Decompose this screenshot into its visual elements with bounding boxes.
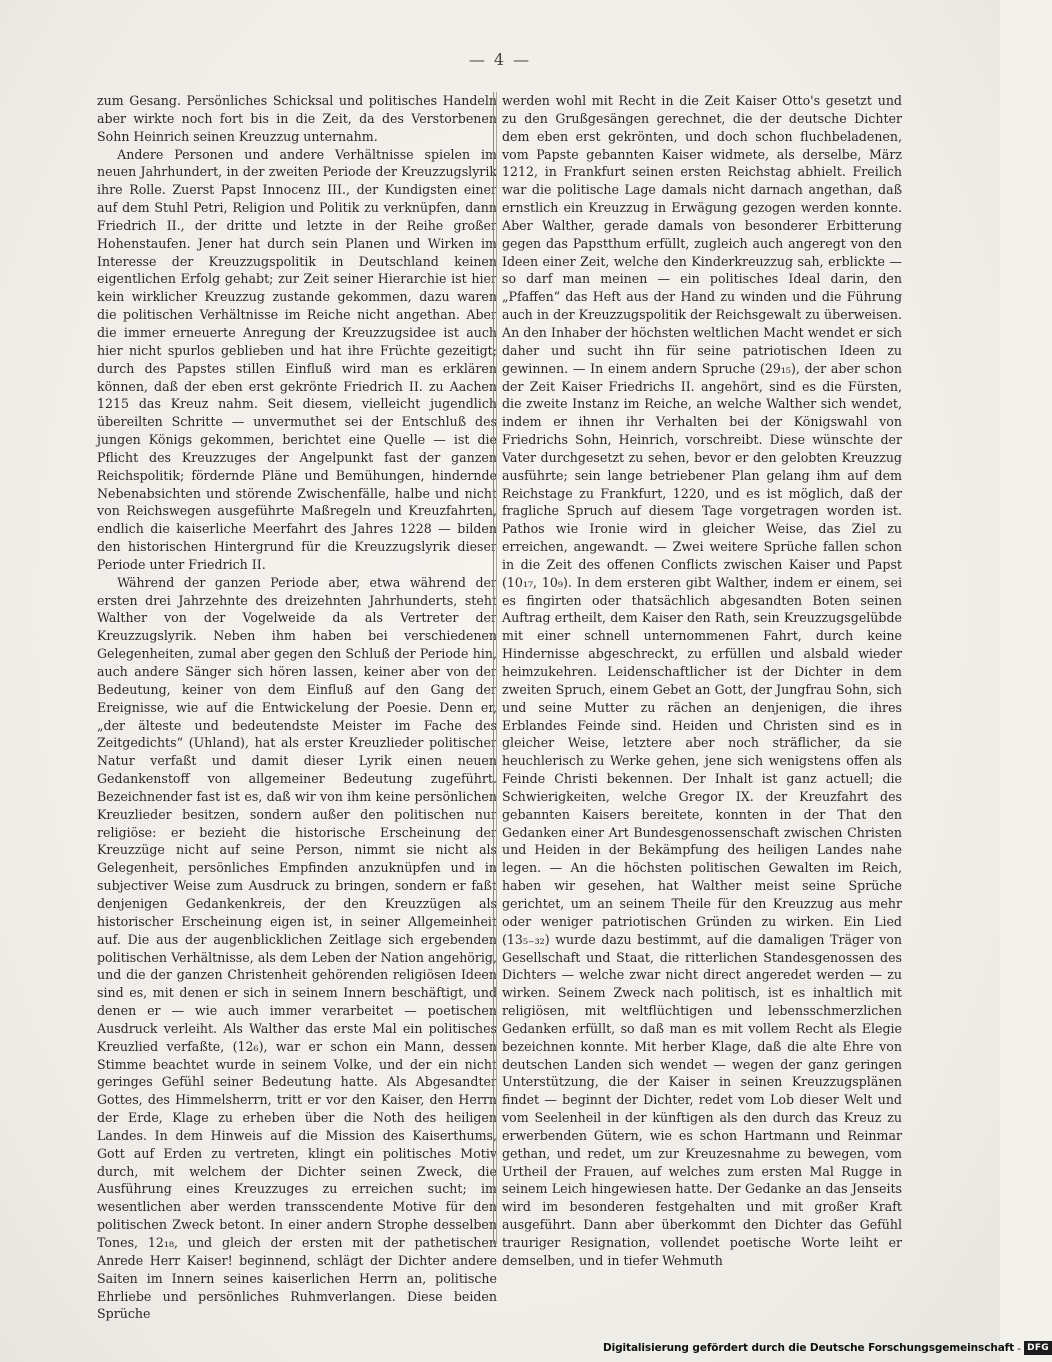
left-column (97, 92, 497, 1323)
digitization-footer (603, 1339, 1049, 1357)
dfg-logo: DFG (1024, 1341, 1052, 1355)
paragraph: zum Gesang. Persönliches Schicksal und politisches Handeln aber wirkte noch fort bis in die Zeit, da des Verstorbenen Sohn Heinrich seinen Kreuzzug unternahm. (97, 93, 497, 144)
paragraph: Andere Personen und andere Verhältnisse spielen im neuen Jahrhundert, in der zweiten Periode der Kreuzzugslyrik ihre Rolle. Zuerst Papst Innocenz III., der Kundigsten einer auf dem Stuhl Petri, Religion und Politik zu verknüpfen, dann Friedrich II., der dritte und letzte in der Reihe großer Hohenstaufen. Jener hat durch sein Planen und Wirken im Interesse der Kreuzzugspolitik in Deutschland keinen eigentlichen Erfolg gehabt; zur Zeit seiner Hierarchie ist hier kein wirklicher Kreuzzug zustande gekommen, dazu waren die politischen Verhältnisse im Reiche nicht angethan. Aber die immer erneuerte Anregung der Kreuzzugsidee ist auch hier nicht spurlos geblieben und hat ihre Früchte gezeitigt; durch des Papstes stillen Einfluß wird man es erklären können, daß der eben erst gekrönte Friedrich II. zu Aachen 1215 das Kreuz nahm. Seit diesem, vielleicht jugendlich übereilten Schritte — unvermuthet sei der Entschluß des jungen Königs gekommen, berichtet eine Quelle — ist die Pflicht des Kreuzzuges der Angelpunkt fast der ganzen Reichspolitik; fördernde Pläne und Bemühungen, hindernde Nebenabsichten und störende Zwischenfälle, halbe und nicht von Reichswegen ausgeführte Maßregeln und Kreuzfahrten, endlich die kaiserliche Meerfahrt des Jahres 1228 — bilden den historischen Hintergrund für die Kreuzzugslyrik dieser Periode unter Friedrich II. (97, 146, 497, 572)
paragraph: werden wohl mit Recht in die Zeit Kaiser Otto's gesetzt und zu den Grußgesängen gerechnet, die der deutsche Dichter dem eben erst gekrönten, und doch schon fluchbeladenen, vom Papste gebannten Kaiser widmete, als derselbe, März 1212, in Frankfurt seinen ersten Reichstag abhielt. Freilich war die politische Lage damals nicht darnach angethan, daß ernstlich ein Kreuzzug in Erwägung gezogen werden konnte. Aber Walther, gerade damals von besonderer Erbitterung gegen das Papstthum erfüllt, zugleich auch angeregt von den Ideen einer Zeit, welche den Kinderkreuzzug sah, erblickte — so darf man meinen — ein politisches Ideal darin, den „Pfaffen“ das Heft aus der Hand zu winden und die Führung auch in der Kreuzzugspolitik der Reichsgewalt zu überweisen. An den Inhaber der höchsten weltlichen Macht wendet er sich daher und sucht ihn für seine patriotischen Ideen zu gewinnen. — In einem andern Spruche (29₁₅), der aber schon der Zeit Kaiser Friedrichs II. angehört, sind es die Fürsten, die zweite Instanz im Reiche, an welche Walther sich wendet, indem er ihnen ihr Verhalten bei der Königswahl von Friedrichs Sohn, Heinrich, vorschreibt. Diese wünschte der Vater durchgesetzt zu sehen, bevor er den gelobten Kreuzzug ausführte; sein lange betriebener Plan gelang ihm auf dem Reichstage zu Frankfurt, 1220, und es ist möglich, daß der fragliche Spruch auf diesem Tage vorgetragen worden ist. Pathos wie Ironie wird in gleicher Weise, das Ziel zu erreichen, angewandt. — Zwei weitere Sprüche fallen schon in die Zeit des offenen Conflicts zwischen Kaiser und Papst (10₁₇, 10₉). In dem ersteren gibt Walther, indem er einem, sei es fingirten oder thatsächlich abgesandten Boten seinen Auftrag ertheilt, dem Kaiser den Rath, sein Kreuzzugsgelübde mit einer schnell unternommenen Fahrt, durch keine Hindernisse abgeschreckt, zu erfüllen und alsbald wieder heimzukehren. Leidenschaftlicher ist der Dichter in dem zweiten Spruch, einem Gebet an Gott, der Jungfrau Sohn, sich und seine Mutter zu rächen an denjenigen, die ihres Erblandes Feinde sind. Heiden und Christen sind es in gleicher Weise, letztere aber noch sträflicher, da sie heuchlerisch zu Werke gehen, jene sich wenigstens offen als Feinde Christi bekennen. Der Inhalt ist ganz actuell; die Schwierigkeiten, welche Gregor IX. der Kreuzfahrt des gebannten Kaisers bereitete, konnten in der That den Gedanken einer Art Bundesgenossenschaft zwischen Christen und Heiden in der Bekämpfung des heiligen Landes nahe legen. — An die höchsten politischen Gewalten im Reich, haben wir gesehen, hat Walther meist seine Sprüche gerichtet, um an seinem Theile für den Kreuzzug aus mehr oder weniger patriotischen Gründen zu wirken. Ein Lied (13₅₋₃₂) wurde dazu bestimmt, auf die damaligen Träger von Gesellschaft und Staat, die ritterlichen Standesgenossen des Dichters — welche zwar nicht direct angeredet werden — zu wirken. Seinem Zweck nach politisch, ist es inhaltlich mit religiösen, mit weltflüchtigen und lebensschmerzlichen Gedanken erfüllt, so daß man es mit vollem Recht als Elegie bezeichnen konnte. Mit herber Klage, daß die alte Ehre von deutschen Landen sich wendet — wegen der ganz geringen Unterstützung, die der Kaiser in seinen Kreuzzugsplänen findet — beginnt der Dichter, redet vom Lob dieser Welt und vom Seelenheil in der künftigen als den durch das Kreuz zu erwerbenden Gütern, wie es schon Hartmann und Reinmar gethan, und redet, um zur Kreuzesnahme zu bewegen, vom Urtheil der Frauen, auf welches zum ersten Mal Rugge in seinem Leich hingewiesen hatte. Der Gedanke an das Jenseits wird im besonderen festgehalten und mit großer Kraft ausgeführt. Dann aber überkommt den Dichter das Gefühl trauriger Resignation, vollendet poetische Worte leiht er demselben, und in tiefer Wehmuth (502, 93, 902, 1268)
page-number: — 4 — (468, 50, 532, 69)
footer-separator: - (1017, 1341, 1022, 1355)
funding-notice: Digitalisierung gefördert durch die Deutsche Forschungsgemeinschaft (603, 1342, 1015, 1354)
column-divider (496, 92, 497, 1244)
paragraph: Während der ganzen Periode aber, etwa während der ersten drei Jahrzehnte des dreizehnten Jahrhunderts, steht Walther von der Vogelweide da als Vertreter der Kreuzzugslyrik. Neben ihm haben bei verschiedenen Gelegenheiten, zumal aber gegen den Schluß der Periode hin, auch andere Sänger sich hören lassen, keiner aber von der Bedeutung, keiner von dem Einfluß auf den Gang der Ereignisse, wie auf die Entwickelung der Poesie. Denn er, „der älteste und bedeutendste Meister im Fache des Zeitgedichts“ (Uhland), hat als erster Kreuzlieder politischer Natur verfaßt und damit dieser Lyrik einen neuen Gedankenstoff von allgemeiner Bedeutung zugeführt. Bezeichnender fast ist es, daß wir von ihm keine persönlichen Kreuzlieder besitzen, sondern außer den politischen nur religiöse: er bezieht die historische Erscheinung der Kreuzzüge nicht auf seine Person, nimmt sie nicht als Gelegenheit, persönliches Empfinden anzuknüpfen und in subjectiver Weise zum Ausdruck zu bringen, sondern er faßt denjenigen Gedankenkreis, der den Kreuzzügen als historischer Erscheinung eigen ist, in seiner Allgemeinheit auf. Die aus der augenblicklichen Zeitlage sich ergebenden politischen Verhältnisse, als dem Leben der Nation angehörig, und die der ganzen Christenheit gehörenden religiösen Ideen sind es, mit denen er sich in seinem Innern beschäftigt, und denen er — wie auch immer verarbeitet — poetischen Ausdruck verleiht. Als Walther das erste Mal ein politisches Kreuzlied verfaßte, (12₆), war er schon ein Mann, dessen Stimme beachtet wurde in seinem Volke, und der ein nicht geringes Gefühl seiner Bedeutung hatte. Als Abgesandter Gottes, des Himmelsherrn, tritt er vor den Kaiser, den Herrn der Erde, Klage zu erheben über die Noth des heiligen Landes. In dem Hinweis auf die Mission des Kaiserthums, Gott auf Erden zu vertreten, klingt ein politisches Motiv durch, mit welchem der Dichter seinen Zweck, die Ausführung eines Kreuzzuges zu erreichen sucht; im wesentlichen aber werden transscendente Motive für den politischen Zweck betont. In einer andern Strophe desselben Tones, 12₁₈, und gleich der ersten mit der pathetischen Anrede Herr Kaiser! beginnend, schlägt der Dichter andere Saiten im Innern seines kaiserlichen Herrn an, politische Ehrliebe und persönliches Ruhmverlangen. Diese beiden Sprüche (97, 574, 497, 1322)
right-column (502, 92, 902, 1270)
column-divider (493, 92, 494, 1244)
